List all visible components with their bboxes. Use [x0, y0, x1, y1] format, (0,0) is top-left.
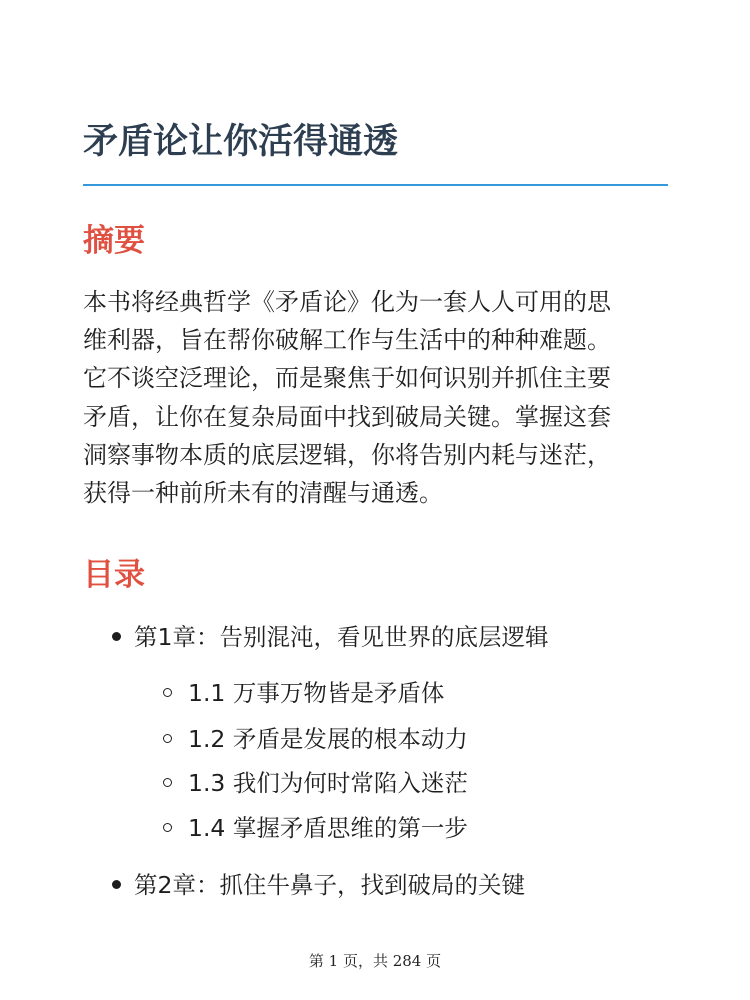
bullet-circle-icon [163, 823, 172, 832]
toc-chapter-1[interactable]: 第1章：告别混沌，看见世界的底层逻辑 [134, 623, 549, 651]
abstract-paragraph [83, 283, 673, 512]
abstract-line: 获得一种前所未有的清醒与通透。 [83, 479, 443, 508]
bullet-circle-icon [163, 688, 172, 697]
toc-section-1-4[interactable]: 1.4 掌握矛盾思维的第一步 [188, 814, 468, 842]
page-footer: 第 1 页，共 284 页 [308, 952, 442, 970]
abstract-line: 本书将经典哲学《矛盾论》化为一套人人可用的思 [83, 288, 611, 316]
toc-section-1-2[interactable]: 1.2 矛盾是发展的根本动力 [188, 725, 468, 753]
document-title: 矛盾论让你活得通透 [83, 122, 399, 162]
toc-section-1-3[interactable]: 1.3 我们为何时常陷入迷茫 [188, 769, 468, 797]
toc-heading: 目录 [83, 557, 145, 593]
abstract-line: 矛盾，让你在复杂局面中找到破局关键。掌握这套 [83, 402, 611, 431]
title-underline [83, 184, 668, 186]
abstract-line: 洞察事物本质的底层逻辑，你将告别内耗与迷茫， [83, 440, 611, 469]
abstract-heading: 摘要 [83, 223, 145, 259]
toc-section-1-1[interactable]: 1.1 万事万物皆是矛盾体 [188, 679, 445, 707]
toc-chapter-2[interactable]: 第2章：抓住牛鼻子，找到破局的关键 [134, 871, 525, 899]
bullet-circle-icon [163, 734, 172, 743]
abstract-line: 维利器，旨在帮你破解工作与生活中的种种难题。 [83, 326, 611, 355]
abstract-line: 它不谈空泛理论，而是聚焦于如何识别并抓住主要 [83, 364, 611, 393]
bullet-dot-icon [112, 632, 121, 641]
bullet-circle-icon [163, 778, 172, 787]
bullet-dot-icon [112, 880, 121, 889]
